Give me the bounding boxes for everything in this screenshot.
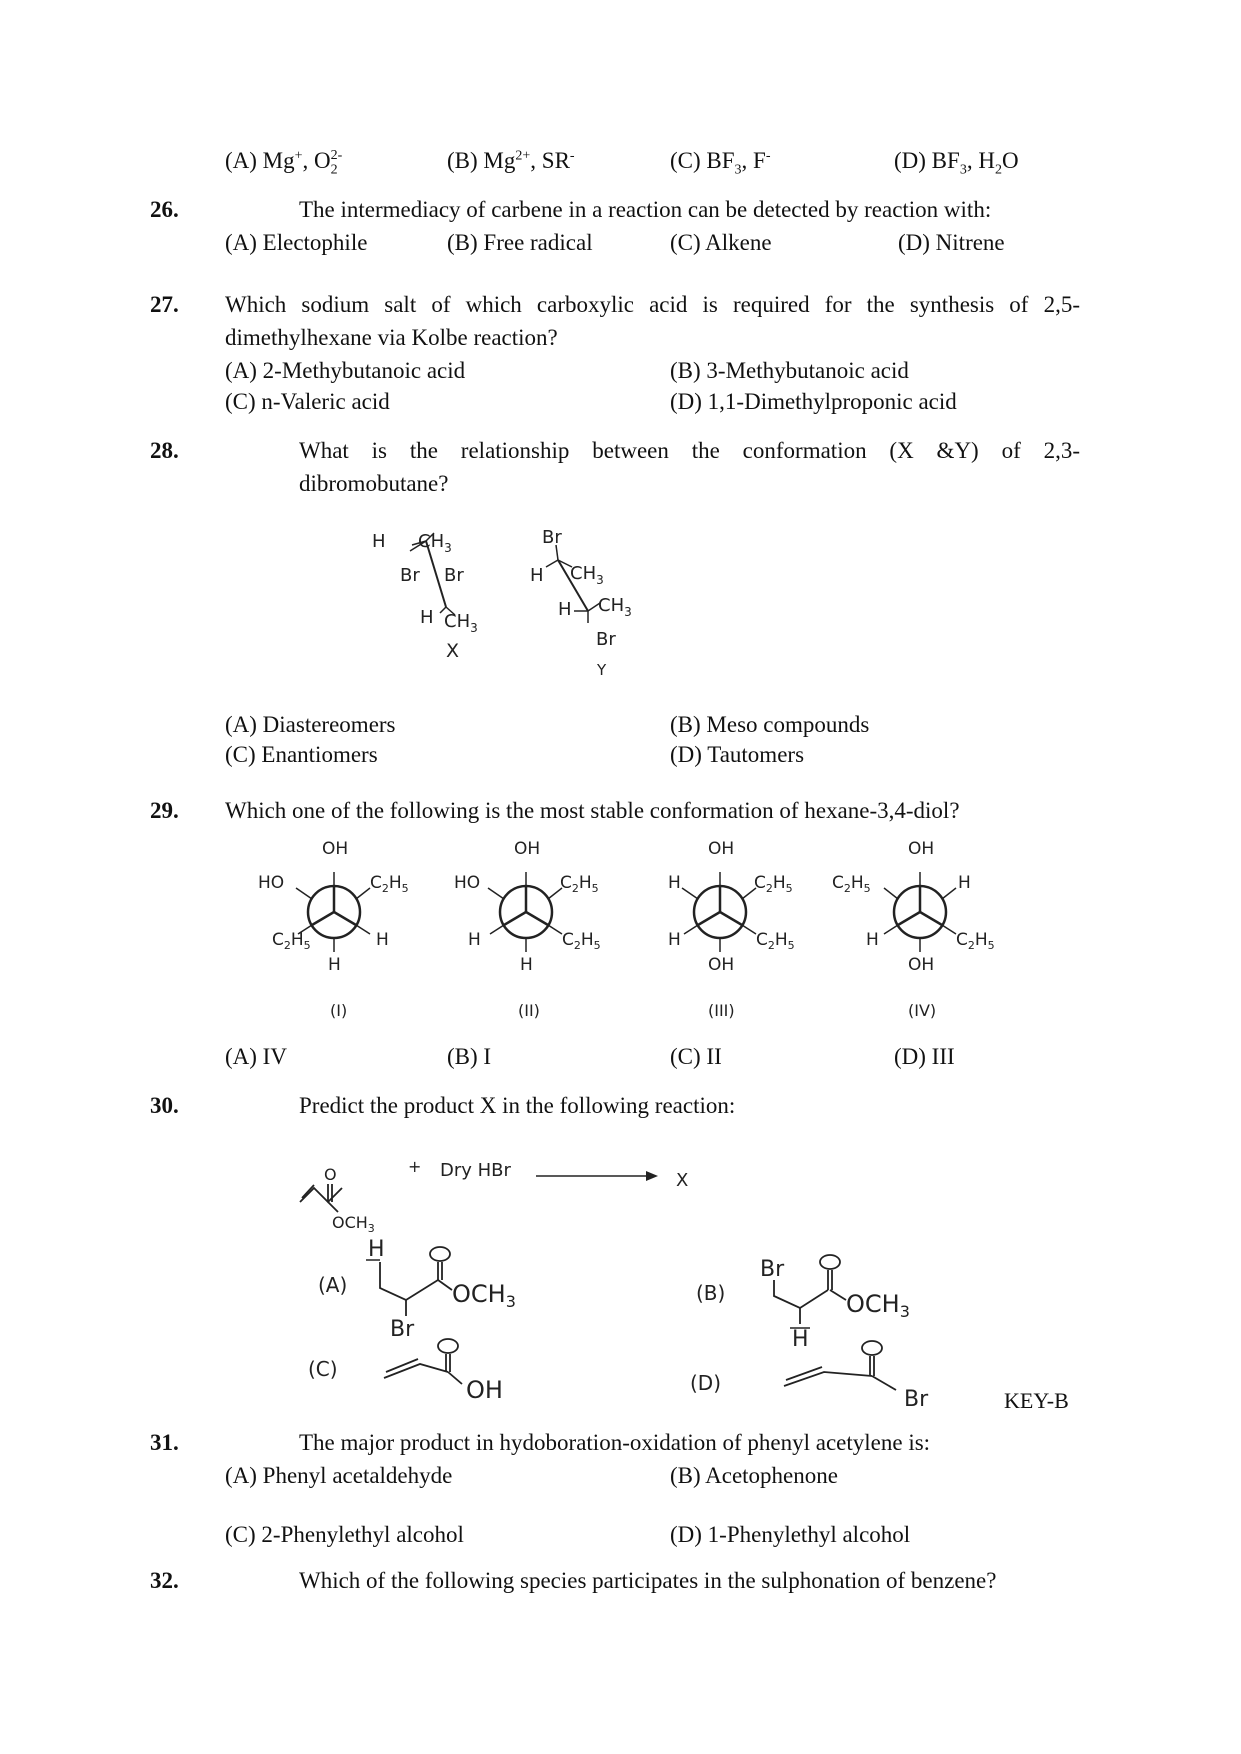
svg-text:OCH3: $OCH_3$ [332,1213,375,1235]
q28-question-line1: What is the relationship between the conformation (X &Y) of 2,3- [299,438,1080,463]
x-ch3-bottom: $CH_3$ [444,611,478,635]
sawhorse-x [372,531,478,662]
y-label: Y [597,661,607,675]
q27-option-a: (A) 2-Methybutanoic acid [225,358,466,383]
q27-question-line1: Which sodium salt of which carboxylic acid is required for the synthesis of 2,5- [225,292,1080,317]
q28-option-a: (A) Diastereomers [225,712,396,737]
y-br-bottom: Br [596,629,616,650]
svg-text:OCH3: $OCH_3$ [846,1290,910,1321]
product-option-d [690,1341,929,1410]
q29-option-b: (B) I [447,1044,492,1069]
q31-option-b: (B) Acetophenone [670,1463,838,1488]
product-x: X [676,1170,689,1191]
iii-label: (III) [708,1001,735,1020]
q26-question: The intermediacy of carbene in a reaction can be detected by reaction with: [299,197,992,222]
i-label: (I) [330,1001,348,1020]
svg-text:OH: OH [466,1376,503,1404]
newman-iii [668,839,795,1020]
svg-text:(B): (B) [696,1281,726,1305]
y-ch3-bottom: $CH_3$ [598,595,632,619]
reagent: Dry HBr [440,1160,511,1181]
i-h-bottom: H [328,955,341,975]
q31-number: 31. [150,1430,179,1455]
ii-oh: OH [514,839,541,859]
reaction-arrow [536,1171,658,1181]
svg-text:(D): (D) [690,1371,722,1395]
q28-question-line2: dibromobutane? [299,471,449,496]
svg-text:H: H [368,1237,385,1262]
q30-question: Predict the product X in the following reaction: [299,1093,736,1118]
q27-option-b: (B) 3-Methybutanoic acid [670,358,909,383]
q26-option-d: (D) Nitrene [898,230,1005,255]
svg-text:OCH3: $OCH_3$ [452,1280,516,1311]
iii-ethyl-bottom: $C_2H_5$ [756,930,795,952]
svg-text:(A): (A) [318,1273,348,1297]
i-h-right: H [376,930,389,950]
q29-newman-figure [250,830,1010,1030]
sawhorse-y [530,527,632,675]
iv-label: (IV) [908,1001,937,1020]
q27-option-d: (D) 1,1-Dimethylproponic acid [670,389,957,414]
q26-option-c: (C) Alkene [670,230,772,255]
iv-h-top: H [958,873,971,893]
answer-key: KEY-B [1004,1388,1069,1413]
i-ethyl-bottom: $C_2H_5$ [272,930,311,952]
iv-oh-top: OH [908,839,935,859]
i-ethyl-top: $C_2H_5$ [370,873,409,895]
iii-oh-bottom: OH [708,955,735,975]
newman-i [258,839,409,1020]
q25-option-c: (C) $BF_3$, F- [670,148,771,178]
ii-label: (II) [518,1001,540,1020]
iv-h-left: H [866,930,879,950]
q28-option-c: (C) Enantiomers [225,742,378,767]
iv-ethyl-top: $C_2H_5$ [832,873,871,895]
x-ch3-top: $CH_3$ [418,531,452,555]
q31-option-c: (C) 2-Phenylethyl alcohol [225,1522,464,1547]
q25-option-b: (B) $Mg^{2+}$, SR- [447,148,575,173]
q28-option-b: (B) Meso compounds [670,712,870,737]
q25-option-d: (D) $BF_3$, $H_2O$ [894,148,1019,178]
svg-text:Br: Br [904,1387,929,1410]
q30-number: 30. [150,1093,179,1118]
q27-question-line2: dimethylhexane via Kolbe reaction? [225,325,558,350]
q27-number: 27. [150,292,179,317]
q26-number: 26. [150,197,179,222]
newman-iv [832,839,995,1020]
iv-ethyl-bottom: $C_2H_5$ [956,930,995,952]
q29-number: 29. [150,798,179,823]
svg-text:Br: Br [760,1257,785,1282]
product-option-c [308,1339,503,1404]
q28-number: 28. [150,438,179,463]
iii-h-left: H [668,930,681,950]
newman-ii [454,839,601,1020]
q29-question: Which one of the following is the most stable conformation of hexane-3,4-diol? [225,798,960,823]
product-option-b [696,1255,910,1352]
svg-text:(C): (C) [308,1357,338,1381]
ii-ethyl-top: $C_2H_5$ [560,873,599,895]
q31-option-a: (A) Phenyl acetaldehyde [225,1463,453,1488]
q29-option-a: (A) IV [225,1044,287,1069]
q26-option-b: (B) Free radical [447,230,593,255]
x-br-left: Br [400,565,420,586]
svg-text:Br: Br [390,1317,415,1342]
y-br-top: Br [542,527,562,548]
svg-text:O: O [324,1165,337,1184]
ii-h-left: H [468,930,481,950]
q32-question: Which of the following species participates in the sulphonation of benzene? [299,1568,997,1593]
ii-ethyl-bottom: $C_2H_5$ [562,930,601,952]
svg-text:H: H [792,1327,809,1352]
product-option-a [318,1237,516,1342]
q28-option-d: (D) Tautomers [670,742,805,767]
iii-oh-top: OH [708,839,735,859]
q29-option-c: (C) II [670,1044,722,1069]
reactant-methyl-acrylate [300,1165,375,1235]
x-br-right: Br [444,565,464,586]
q27-option-c: (C) n-Valeric acid [225,389,390,414]
x-h-bottom: H [420,607,434,628]
iv-oh-bottom: OH [908,955,935,975]
i-ho: HO [258,873,285,893]
y-h-bottom: H [558,599,572,620]
q29-option-d: (D) III [894,1044,955,1069]
q26-option-a: (A) Electophile [225,230,368,255]
ii-h-bottom: H [520,955,533,975]
q31-option-d: (D) 1-Phenylethyl alcohol [670,1522,911,1547]
x-h-top: H [372,531,386,552]
q30-reaction-figure [290,1140,1080,1410]
y-ch3-top: $CH_3$ [570,563,604,587]
x-label: X [446,640,460,662]
q31-question: The major product in hydoboration-oxidation of phenyl acetylene is: [299,1430,931,1455]
iii-ethyl-top: $C_2H_5$ [754,873,793,895]
q25-option-a: (A) Mg+, $O_2^{2-}$ [225,148,343,178]
plus-sign: + [408,1157,422,1176]
q32-number: 32. [150,1568,179,1593]
i-oh: OH [322,839,349,859]
q28-sawhorse-figure [360,515,680,675]
iii-h-top: H [668,873,681,893]
y-h-top: H [530,565,544,586]
ii-ho: HO [454,873,481,893]
